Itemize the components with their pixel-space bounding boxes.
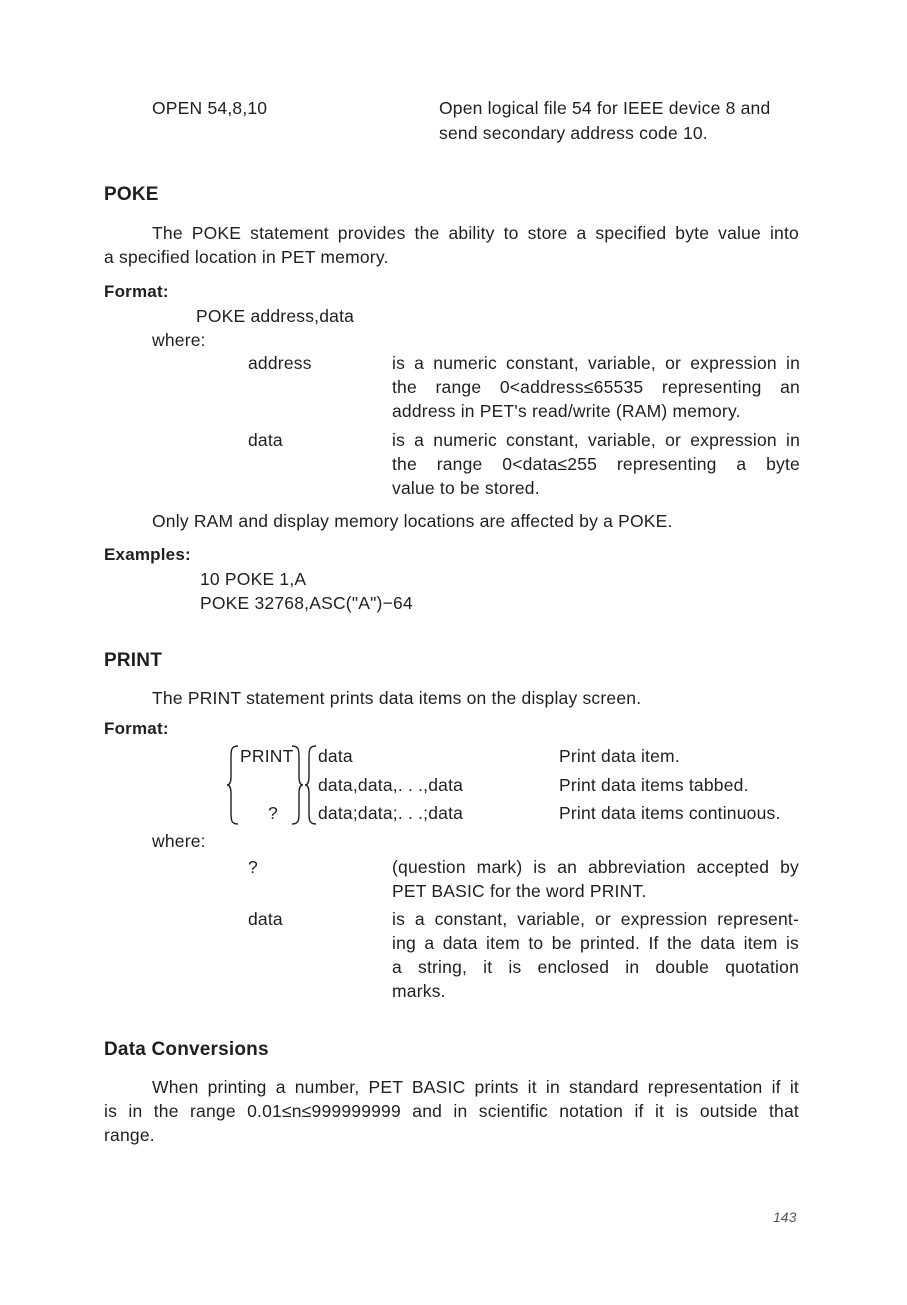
print-heading: PRINT: [104, 650, 162, 671]
print-param-data-name: data: [248, 909, 283, 929]
poke-param-data-line2: the range 0<data≤255 representing a byte: [392, 454, 800, 474]
print-format-label: Format:: [104, 719, 169, 738]
data-conversions-heading: Data Conversions: [104, 1039, 269, 1060]
poke-format-syntax: POKE address,data: [196, 306, 355, 326]
poke-param-address-line2: the range 0<address≤65535 representing an: [392, 377, 800, 397]
print-param-data-line2: ing a data item to be printed. If the data item is: [392, 933, 799, 953]
print-form-1-desc: Print data item.: [559, 746, 680, 766]
poke-param-data-line3: value to be stored.: [392, 478, 540, 498]
print-param-question-line1: (question mark) is an abbreviation accepted by: [392, 857, 799, 877]
print-param-data-line3: a string, it is enclosed in double quotation: [392, 957, 799, 977]
print-param-data-line4: marks.: [392, 981, 446, 1001]
poke-format-label: Format:: [104, 282, 169, 301]
data-conversions-line1: When printing a number, PET BASIC prints it in standard representation if it: [152, 1077, 799, 1097]
open-example-desc-line2: send secondary address code 10.: [439, 123, 708, 143]
poke-param-address-line3: address in PET's read/write (RAM) memory.: [392, 401, 741, 421]
poke-intro-line2: a specified location in PET memory.: [104, 247, 389, 267]
print-keyword-abbrev: ?: [268, 803, 278, 823]
poke-where-label: where:: [152, 330, 206, 350]
print-intro: The PRINT statement prints data items on the display screen.: [152, 688, 642, 708]
print-form-3-desc: Print data items continuous.: [559, 803, 781, 823]
data-conversions-line2: is in the range 0.01≤n≤999999999 and in scientific notation if it is outside that: [104, 1101, 799, 1121]
print-keyword: PRINT: [240, 746, 294, 766]
print-param-question-line2: PET BASIC for the word PRINT.: [392, 881, 647, 901]
poke-examples-label: Examples:: [104, 545, 191, 564]
left-brace-icon: [226, 744, 240, 826]
poke-example-2: POKE 32768,ASC("A")−64: [200, 593, 413, 613]
print-where-label: where:: [152, 831, 206, 851]
open-example-code: OPEN 54,8,10: [152, 98, 268, 118]
open-example-desc-line1: Open logical file 54 for IEEE device 8 and: [439, 98, 771, 118]
poke-param-data-name: data: [248, 430, 283, 450]
poke-param-data-line1: is a numeric constant, variable, or expression in: [392, 430, 800, 450]
poke-intro-line1: The POKE statement provides the ability to store a specified byte value into: [152, 223, 799, 243]
print-form-1-syntax: data: [318, 746, 353, 766]
print-form-3-syntax: data;data;. . .;data: [318, 803, 464, 823]
data-forms-brace-icon: [304, 744, 318, 826]
right-brace-icon: [290, 744, 304, 826]
poke-note: Only RAM and display memory locations are affected by a POKE.: [152, 511, 673, 531]
print-param-data-line1: is a constant, variable, or expression represent-: [392, 909, 799, 929]
print-form-2-syntax: data,data,. . .,data: [318, 775, 464, 795]
print-form-2-desc: Print data items tabbed.: [559, 775, 749, 795]
poke-param-address-line1: is a numeric constant, variable, or expression in: [392, 353, 800, 373]
poke-heading: POKE: [104, 184, 159, 205]
data-conversions-line3: range.: [104, 1125, 155, 1145]
print-param-question-name: ?: [248, 857, 258, 877]
page-number: 143: [773, 1209, 797, 1225]
poke-param-address-name: address: [248, 353, 312, 373]
poke-example-1: 10 POKE 1,A: [200, 569, 307, 589]
